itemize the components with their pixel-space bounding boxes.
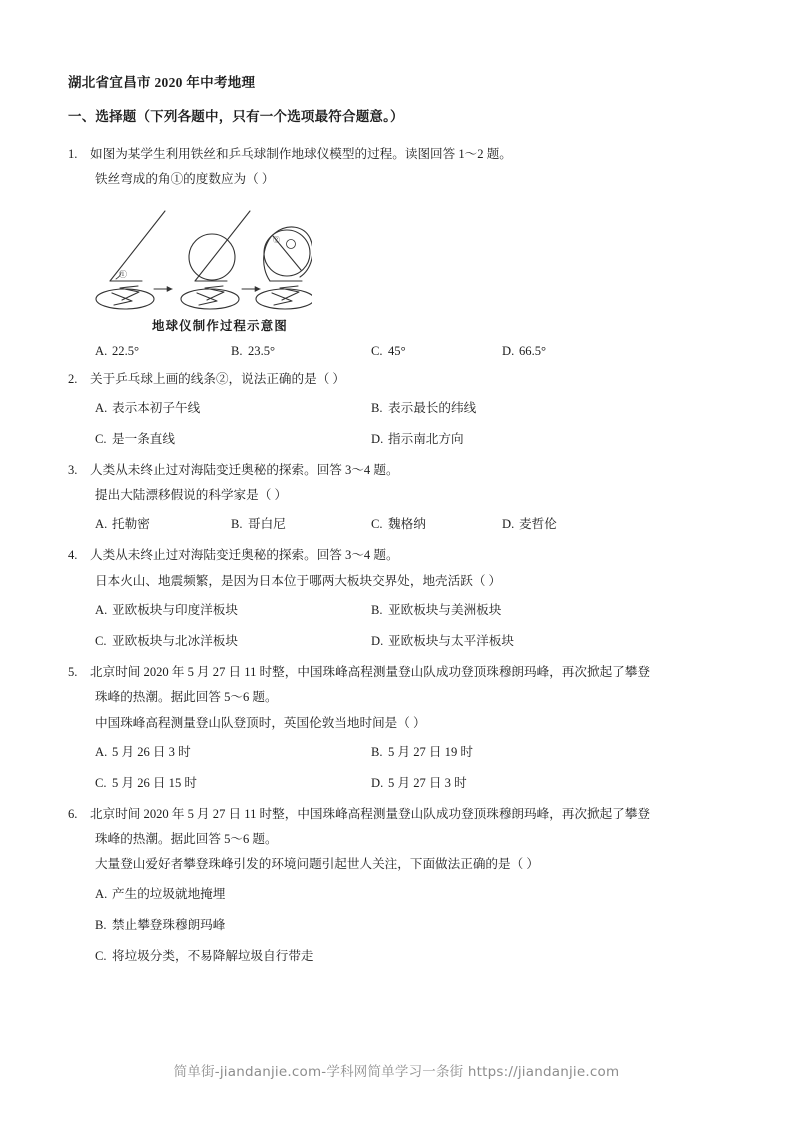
option-a[interactable]: A. 22.5° <box>95 343 140 358</box>
question-6-number: 6. <box>68 806 78 821</box>
option-c[interactable]: C. 是一条直线 <box>95 431 175 446</box>
question-4-sub-stem: 日本火山、地震频繁，是因为日本位于哪两大板块交界处，地壳活跃（ ） <box>95 573 502 588</box>
question-6 <box>68 803 733 972</box>
question-6-options <box>68 879 733 972</box>
question-2-number: 2. <box>68 371 78 386</box>
figure-caption: 地球仪制作过程示意图 <box>152 319 288 334</box>
option-row <box>68 339 733 364</box>
option-b[interactable]: B. 5 月 27 日 19 时 <box>371 744 474 759</box>
globe-construction-diagram <box>92 197 312 317</box>
question-3-sub-stem: 提出大陆漂移假说的科学家是（ ） <box>95 488 288 503</box>
option-b[interactable]: B. 23.5° <box>231 343 276 358</box>
question-3-options <box>68 509 733 540</box>
question-6-stem <box>68 803 733 826</box>
question-5-options <box>68 737 733 799</box>
question-5-stem <box>68 661 733 684</box>
question-5-sub-stem: 中国珠峰高程测量登山队登顶时，英国伦敦当地时间是（ ） <box>95 715 426 730</box>
question-2-stem <box>68 368 733 391</box>
question-3-stem-text: 人类从未终止过对海陆变迁奥秘的探索。回答 3～4 题。 <box>90 462 399 477</box>
option-d[interactable]: D. 亚欧板块与太平洋板块 <box>371 633 514 648</box>
question-2-options <box>68 393 733 455</box>
option-row <box>68 424 733 455</box>
option-row <box>68 393 733 424</box>
angle-label-1: ① <box>119 270 127 280</box>
question-5 <box>68 661 733 799</box>
question-1-stem-text: 如图为某学生利用铁丝和乒乓球制作地球仪模型的过程。读图回答 1～2 题。 <box>90 146 512 161</box>
option-row <box>68 768 733 799</box>
option-d[interactable]: D. 麦哲伦 <box>502 517 557 532</box>
question-1-number: 1. <box>68 146 78 161</box>
option-d[interactable]: D. 66.5° <box>502 343 547 358</box>
option-a[interactable]: A. 产生的垃圾就地掩埋 <box>95 886 226 901</box>
option-row <box>68 910 733 941</box>
angle-label-2: ② <box>273 236 280 245</box>
option-row <box>68 595 733 626</box>
option-row <box>68 737 733 768</box>
page-title: 湖北省宜昌市 2020 年中考地理 <box>68 75 256 90</box>
question-1-options <box>68 339 733 364</box>
question-6-sub-stem: 大量登山爱好者攀登珠峰引发的环境问题引起世人关注，下面做法正确的是（ ） <box>95 857 539 872</box>
question-5-number: 5. <box>68 664 78 679</box>
option-row <box>68 941 733 972</box>
question-1-sub-stem: 铁丝弯成的角①的度数应为（ ） <box>95 172 275 187</box>
question-3-number: 3. <box>68 462 78 477</box>
question-4-stem <box>68 544 733 567</box>
option-a[interactable]: A. 托勒密 <box>95 517 150 532</box>
option-row <box>68 879 733 910</box>
question-5-stem-line2: 珠峰的热潮。据此回答 5～6 题。 <box>95 690 278 705</box>
option-c[interactable]: C. 将垃圾分类，不易降解垃圾自行带走 <box>95 948 314 963</box>
question-2-stem-text: 关于乒乓球上画的线条②，说法正确的是（ ） <box>90 371 346 386</box>
option-d[interactable]: D. 5 月 27 日 3 时 <box>371 775 467 790</box>
option-b[interactable]: B. 表示最长的纬线 <box>371 400 477 415</box>
option-row <box>68 626 733 657</box>
question-5-stem-line1: 北京时间 2020 年 5 月 27 日 11 时整，中国珠峰高程测量登山队成功登顶珠穆朗玛峰，再次掀起了攀登 <box>90 664 650 679</box>
question-6-stem-line2: 珠峰的热潮。据此回答 5～6 题。 <box>95 832 278 847</box>
option-a[interactable]: A. 5 月 26 日 3 时 <box>95 744 191 759</box>
globe-construction-figure <box>68 197 733 334</box>
question-1-stem <box>68 143 733 166</box>
option-a[interactable]: A. 亚欧板块与印度洋板块 <box>95 602 238 617</box>
question-4-number: 4. <box>68 548 78 563</box>
option-d[interactable]: D. 指示南北方向 <box>371 431 464 446</box>
option-row <box>68 509 733 540</box>
section-title: 一、选择题（下列各题中，只有一个选项最符合题意。） <box>68 108 404 124</box>
footer-watermark: 简单街-jiandanjie.com-学科网简单学习一条街 https://jiandanjie.com <box>173 1064 620 1080</box>
question-4-options <box>68 595 733 657</box>
document-content <box>68 74 733 976</box>
option-c[interactable]: C. 魏格纳 <box>371 517 426 532</box>
question-4-stem-text: 人类从未终止过对海陆变迁奥秘的探索。回答 3～4 题。 <box>90 548 399 563</box>
question-6-stem-line1: 北京时间 2020 年 5 月 27 日 11 时整，中国珠峰高程测量登山队成功登顶珠穆朗玛峰，再次掀起了攀登 <box>90 806 650 821</box>
question-2 <box>68 368 733 455</box>
option-b[interactable]: B. 哥白尼 <box>231 517 286 532</box>
question-4 <box>68 544 733 657</box>
question-3 <box>68 459 733 541</box>
question-3-stem <box>68 459 733 482</box>
option-b[interactable]: B. 亚欧板块与美洲板块 <box>371 602 502 617</box>
option-c[interactable]: C. 45° <box>371 343 406 358</box>
option-c[interactable]: C. 5 月 26 日 15 时 <box>95 775 198 790</box>
option-a[interactable]: A. 表示本初子午线 <box>95 400 201 415</box>
option-b[interactable]: B. 禁止攀登珠穆朗玛峰 <box>95 917 226 932</box>
question-1 <box>68 143 733 364</box>
option-c[interactable]: C. 亚欧板块与北冰洋板块 <box>95 633 238 648</box>
